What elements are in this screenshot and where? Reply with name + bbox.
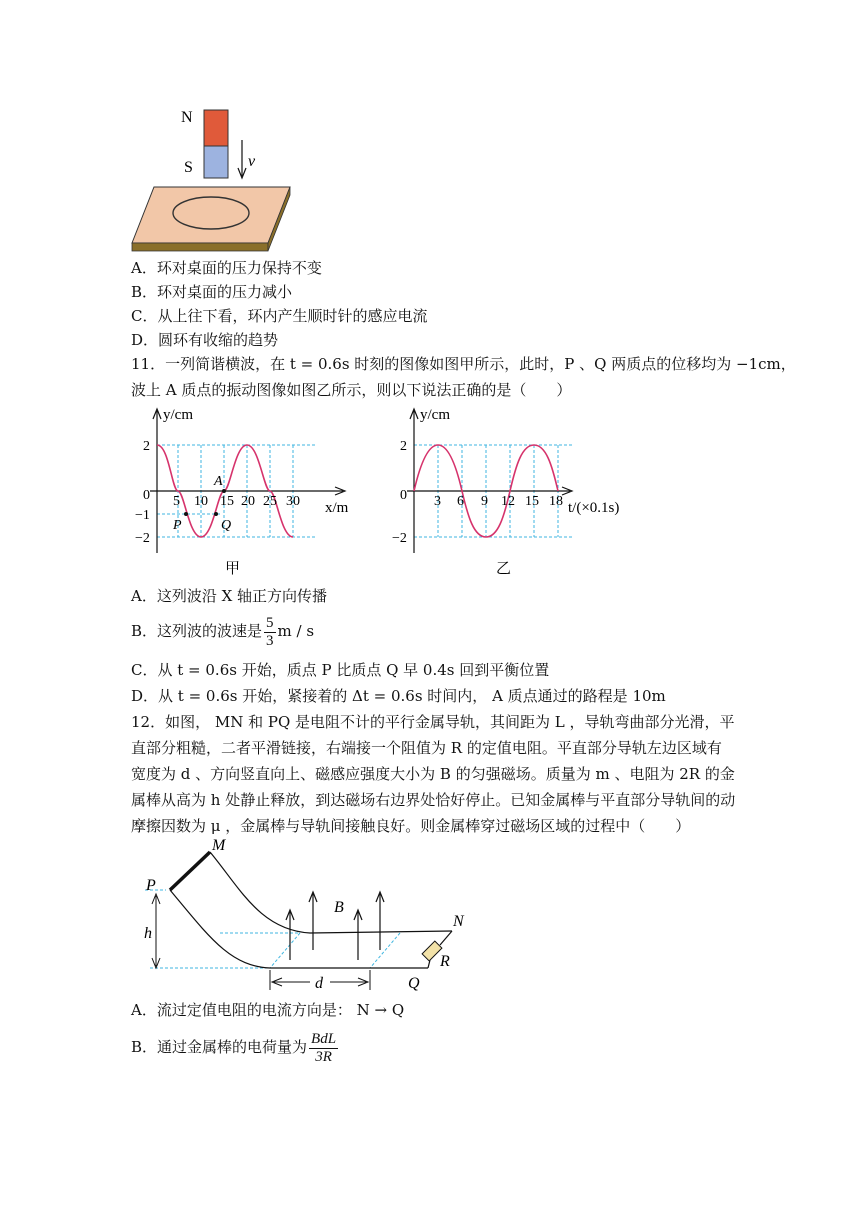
x-tick-25: 25 <box>263 494 277 509</box>
x-tick-20: 20 <box>241 494 255 509</box>
x-tick-30: 30 <box>286 494 300 509</box>
rail-pq <box>170 890 428 968</box>
q12-stem-line3: 宽度为 d 、方向竖直向上、磁感应强度大小为 B 的匀强磁场。质量为 m 、电阻为 2R 的金 <box>131 765 735 783</box>
fraction-denominator: 3R <box>315 1048 332 1065</box>
q12-option-b-fraction <box>309 1031 338 1066</box>
velocity-label: v <box>248 153 256 170</box>
resistor <box>422 941 442 961</box>
x-tick-18: 18 <box>549 494 563 509</box>
q10-option-d: D．圆环有收缩的趋势 <box>131 331 279 349</box>
vibration-graph-yi <box>392 405 642 580</box>
x-tick-5: 5 <box>173 494 180 509</box>
rail-mn <box>210 852 452 933</box>
label-q: Q <box>408 975 420 992</box>
q12-stem-line1: 12．如图， MN 和 PQ 是电阻不计的平行金属导轨，其间距为 L ，导轨弯曲部分光滑，平 <box>131 713 735 731</box>
y-tick-neg2: −2 <box>135 531 150 546</box>
point-p-label: P <box>173 518 182 533</box>
label-b: B <box>334 899 344 916</box>
y-tick-neg2: −2 <box>392 531 407 546</box>
q11-option-b <box>131 614 314 650</box>
wave-graph-jia <box>135 405 370 580</box>
x-axis-label: t/(×0.1s) <box>568 500 620 516</box>
board-front <box>132 243 268 251</box>
fraction-numerator: BdL <box>311 1030 337 1047</box>
q11-option-c: C．从 t = 0.6s 开始，质点 P 比质点 Q 早 0.4s 回到平衡位置 <box>131 661 550 679</box>
x-tick-6: 6 <box>457 494 464 509</box>
point-q-marker <box>214 512 218 516</box>
x-tick-10: 10 <box>194 494 208 509</box>
label-r: R <box>440 953 450 970</box>
q11-option-a: A．这列波沿 X 轴正方向传播 <box>131 587 328 605</box>
label-n: N <box>453 913 464 930</box>
fraction-denominator: 3 <box>266 632 274 649</box>
q11-option-b-unit: m / s <box>277 622 315 640</box>
q11-option-d: D．从 t = 0.6s 开始，紧接着的 Δt = 0.6s 时间内， A 质点通过的路程是 10m <box>131 687 666 705</box>
q10-option-c: C．从上往下看，环内产生顺时针的感应电流 <box>131 307 428 325</box>
q11-stem-line1: 11．一列简谐横波，在 t = 0.6s 时刻的图像如图甲所示，此时，P 、Q 两质点的位移均为 −1cm， <box>131 355 796 373</box>
label-d: d <box>315 975 323 992</box>
point-a-label: A <box>214 474 223 489</box>
q12-stem-line4: 属棒从高为 h 处静止释放，到达磁场右边界处恰好停止。已知金属棒与平直部分导轨间的动 <box>131 791 736 809</box>
metal-rod <box>170 852 210 890</box>
x-tick-15: 15 <box>525 494 539 509</box>
q12-option-b <box>131 1028 340 1066</box>
q11-option-b-fraction <box>264 615 276 650</box>
q11-stem-line2: 波上 A 质点的振动图像如图乙所示，则以下说法正确的是（ ） <box>131 381 572 399</box>
rail-magnetic-field-figure <box>140 838 480 993</box>
q12-stem-line5: 摩擦因数为 μ ，金属棒与导轨间接触良好。则金属棒穿过磁场区域的过程中（ ） <box>131 817 691 835</box>
q10-option-b: B．环对桌面的压力减小 <box>131 283 293 301</box>
label-m: M <box>212 838 226 854</box>
y-tick-neg1: −1 <box>135 508 150 523</box>
q12-option-b-text: B．通过金属棒的电荷量为 <box>131 1038 308 1056</box>
pole-n-label: N <box>181 109 193 126</box>
label-p: P <box>146 877 156 894</box>
y-axis-label: y/cm <box>420 407 450 423</box>
board-top <box>132 187 290 243</box>
x-tick-12: 12 <box>501 494 515 509</box>
magnet-s-pole <box>204 146 228 178</box>
origin-label: 0 <box>400 488 407 503</box>
y-tick-2: 2 <box>400 439 407 454</box>
q12-option-a: A．流过定值电阻的电流方向是： N → Q <box>131 1001 405 1019</box>
point-p-marker <box>184 512 188 516</box>
x-tick-9: 9 <box>481 494 488 509</box>
pole-s-label: S <box>184 159 193 176</box>
origin-label: 0 <box>143 488 150 503</box>
x-tick-3: 3 <box>434 494 441 509</box>
figure-caption-jia: 甲 <box>225 561 241 577</box>
q12-stem-line2: 直部分粗糙，二者平滑链接，右端接一个阻值为 R 的定值电阻。平直部分导轨左边区域有 <box>131 739 722 757</box>
x-tick-15: 15 <box>220 494 234 509</box>
magnet-n-pole <box>204 110 228 146</box>
y-axis-label: y/cm <box>163 407 193 423</box>
magnet-ring-figure <box>128 100 298 256</box>
y-tick-2: 2 <box>143 439 150 454</box>
point-q-label: Q <box>221 518 232 533</box>
point-a-marker <box>222 489 226 493</box>
q11-option-b-text: B．这列波的波速是 <box>131 622 263 640</box>
label-h: h <box>144 925 152 942</box>
q10-option-a: A．环对桌面的压力保持不变 <box>131 259 322 277</box>
figure-caption-yi: 乙 <box>496 561 512 577</box>
fraction-numerator: 5 <box>266 614 274 631</box>
x-axis-label: x/m <box>325 500 349 516</box>
